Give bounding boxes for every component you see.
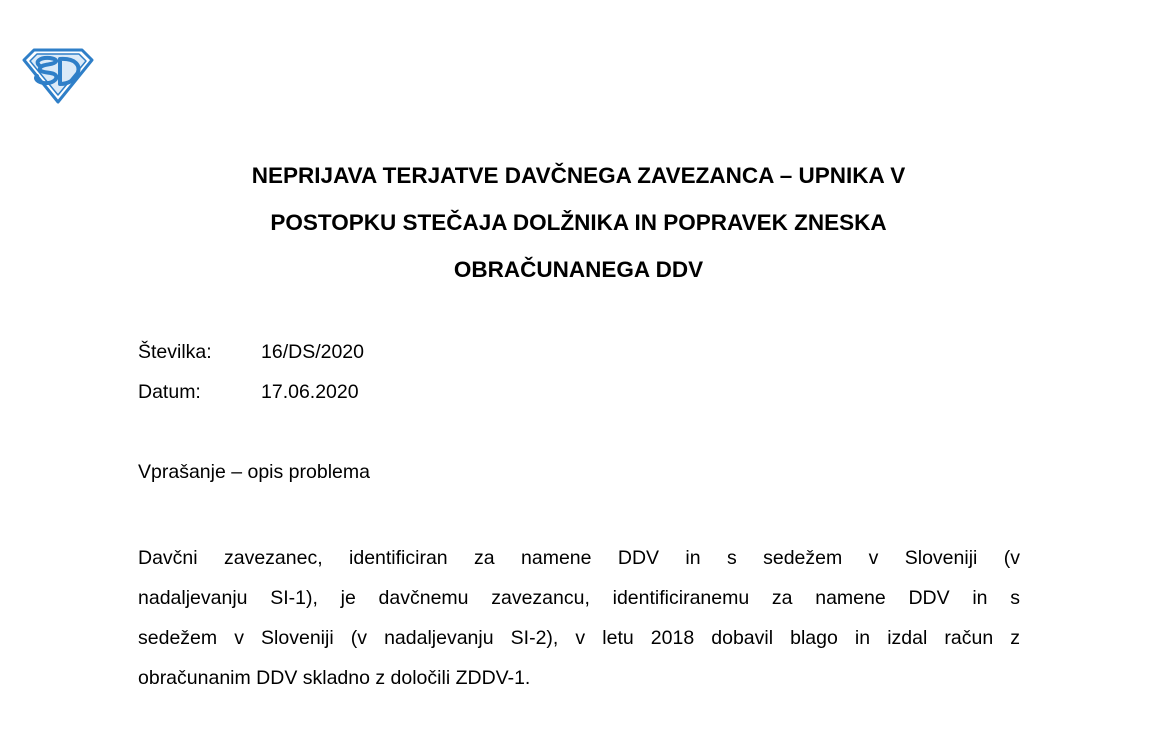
document-number-row xyxy=(138,340,364,364)
document-title-line-1: NEPRIJAVA TERJATVE DAVČNEGA ZAVEZANCA – UPNIKA V xyxy=(251,163,906,188)
document-date-row xyxy=(138,380,359,404)
paragraph-line: Davčni zavezanec, identificiran za namene DDV in s sedežem v Sloveniji (v xyxy=(138,547,1020,569)
paragraph-line: nadaljevanju SI-1), je davčnemu zavezancu, identificiranemu za namene DDV in s xyxy=(138,587,1020,609)
paragraph-line: sedežem v Sloveniji (v nadaljevanju SI-2), v letu 2018 dobavil blago in izdal račun z xyxy=(138,627,1020,649)
section-heading: Vprašanje – opis problema xyxy=(138,461,370,483)
sd-shield-logo-icon xyxy=(20,46,96,104)
sd-logo xyxy=(20,46,96,104)
document-date-value: 17.06.2020 xyxy=(261,381,359,403)
document-number-label: Številka: xyxy=(138,341,212,363)
document-title-line-3: OBRAČUNANEGA DDV xyxy=(453,257,704,282)
document-title-line-2: POSTOPKU STEČAJA DOLŽNIKA IN POPRAVEK ZNESKA xyxy=(270,210,887,235)
paragraph-line: obračunanim DDV skladno z določili ZDDV-1. xyxy=(138,667,531,689)
document-date-label: Datum: xyxy=(138,381,201,403)
body-paragraph xyxy=(138,538,1020,698)
document-title xyxy=(120,152,1037,293)
document-number-value: 16/DS/2020 xyxy=(261,341,364,363)
